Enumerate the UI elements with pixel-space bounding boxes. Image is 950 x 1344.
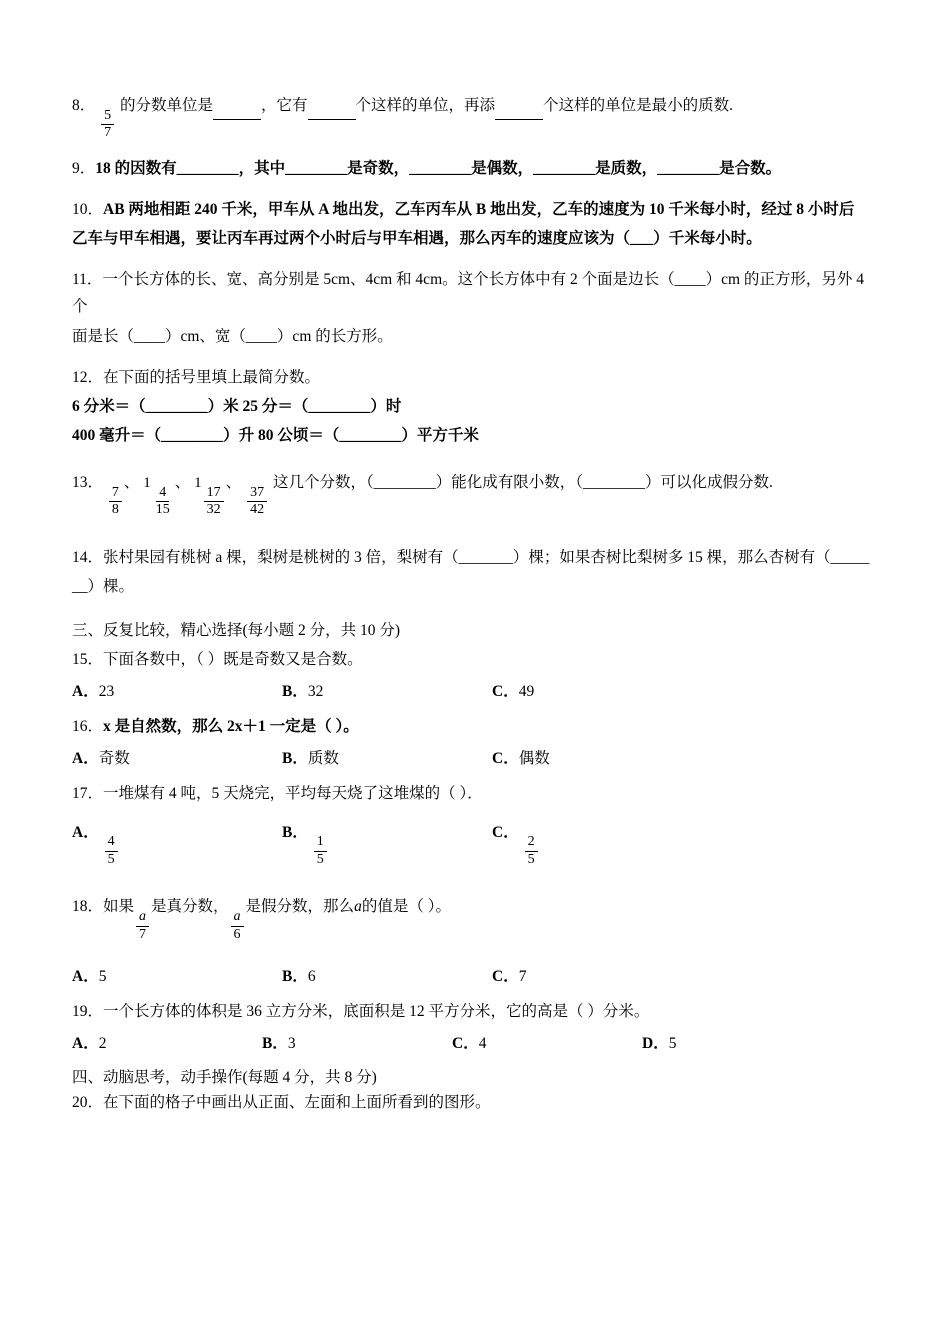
question-12-line-2: 6 分米＝（________）米 25 分＝（________）时 (72, 397, 402, 415)
fraction-denominator: 8 (111, 502, 119, 518)
fraction-numerator: a (136, 910, 149, 927)
fraction-numerator: 4 (105, 835, 118, 852)
question-18 (72, 893, 878, 942)
question-15-stem: 下面各数中，（ ）既是奇数又是合数。 (103, 651, 363, 669)
option-c[interactable] (492, 964, 702, 986)
fraction-5-7 (101, 109, 114, 141)
option-label: B． (262, 1035, 288, 1053)
blank-2 (308, 92, 356, 120)
question-10-line-1: AB 两地相距 240 千米，甲车从 A 地出发，乙车丙车从 B 地出发，乙车的速度为 10 千米每小时，经过 8 小时后 (103, 201, 855, 219)
question-8 (72, 92, 878, 141)
option-label: B． (282, 750, 308, 768)
variable-a: a (354, 898, 362, 916)
exam-content (72, 92, 878, 1131)
question-11-line-2: 面是长（____）cm、宽（____）cm 的长方形。 (72, 327, 393, 345)
fraction-numerator: 1 (314, 835, 327, 852)
option-value: 偶数 (518, 750, 550, 768)
question-19-options (72, 1031, 878, 1053)
fraction-numerator: a (231, 910, 244, 927)
option-value: 5 (668, 1035, 677, 1053)
option-label: C． (492, 823, 519, 841)
option-label: A． (72, 750, 99, 768)
fraction-denominator: 42 (250, 502, 265, 518)
fraction-denominator: 7 (139, 926, 147, 942)
option-value: 质数 (307, 750, 339, 768)
fraction-numerator: 7 (109, 486, 122, 503)
fraction-denominator: 5 (107, 851, 115, 867)
q13-fraction-1 (107, 474, 143, 518)
question-17-number: 17． (72, 785, 104, 803)
option-value: 奇数 (98, 750, 130, 768)
fraction-denominator: 5 (527, 851, 535, 867)
option-label: C． (452, 1035, 479, 1053)
option-value: 3 (287, 1035, 296, 1053)
question-17 (72, 780, 878, 807)
question-13-tail: 这几个分数，（________）能化成有限小数，（________）可以化成假分数. (272, 474, 773, 492)
question-18-text-4: 的值是（ ）。 (361, 898, 451, 916)
question-14-line-1: 张村果园有桃树 a 棵，梨树是桃树的 3 倍，梨树有（_______）棵；如果杏树比梨树多 15 棵，那么杏树有（_____ (103, 548, 870, 566)
option-a[interactable] (72, 679, 282, 701)
question-11-line-1: 一个长方体的长、宽、高分别是 5cm、4cm 和 4cm。这个长方体中有 2 个面是边长（____）cm 的正方形，另外 4 个 (72, 271, 865, 316)
q13-fraction-2 (143, 474, 194, 518)
option-b[interactable] (262, 1031, 452, 1053)
fraction-denominator: 5 (316, 851, 324, 867)
question-16-stem: x 是自然数，那么 2x＋1 一定是（ ）。 (103, 718, 359, 736)
option-fraction (525, 835, 538, 867)
question-8-text-4: 个这样的单位是最小的质数. (543, 97, 733, 114)
blank-1 (213, 92, 261, 120)
option-fraction (314, 835, 327, 867)
question-18-options (72, 964, 878, 986)
option-a[interactable] (72, 820, 282, 868)
question-13-number: 13． (72, 474, 104, 492)
q13-fraction-3 (194, 474, 245, 518)
question-9-text: 18 的因数有________，其中________是奇数，________是偶数，________是质数，________是合数。 (95, 159, 782, 177)
question-18-text-2: 是真分数， (151, 898, 229, 916)
question-10 (72, 196, 878, 252)
option-label: D． (642, 1035, 669, 1053)
question-10-line-2: 乙车与甲车相遇，要让丙车再过两个小时后与甲车相遇，那么丙车的速度应该为（___）千米每小时。 (72, 230, 762, 248)
separator: 、 (123, 474, 140, 492)
question-8-text-2: ，它有 (261, 97, 308, 114)
question-12-line-3: 400 毫升＝（________）升 80 公顷＝（________）平方千米 (72, 426, 479, 444)
fraction-a-6 (231, 910, 244, 942)
option-b[interactable] (282, 820, 492, 868)
option-value: 49 (518, 683, 535, 701)
question-12-line-1: 在下面的括号里填上最简分数。 (103, 368, 321, 386)
question-12-number: 12． (72, 368, 104, 386)
option-b[interactable] (282, 679, 492, 701)
fraction-numerator: 2 (525, 835, 538, 852)
question-17-stem: 一堆煤有 4 吨，5 天烧完，平均每天烧了这堆煤的（ ）． (103, 785, 483, 803)
question-8-text-1: 的分数单位是 (120, 97, 214, 114)
option-value: 2 (98, 1035, 107, 1053)
question-19-stem: 一个长方体的体积是 36 立方分米，底面积是 12 平方分米，它的高是（ ）分米。 (103, 1003, 650, 1021)
option-b[interactable] (282, 746, 492, 768)
question-8-number: 8． (72, 97, 96, 114)
question-14-line-2: __）棵。 (72, 578, 135, 596)
option-value: 6 (307, 968, 316, 986)
fraction-numerator: 4 (156, 486, 169, 503)
separator: 、 (225, 474, 242, 492)
fraction-denominator: 7 (104, 125, 112, 141)
option-fraction (105, 835, 118, 867)
section-3-heading: 三、反复比较，精心选择(每小题 2 分，共 10 分) (72, 622, 401, 640)
question-16-options (72, 746, 878, 768)
question-13 (72, 469, 878, 518)
mixed-whole: 1 (143, 475, 151, 492)
fraction-numerator: 5 (101, 109, 114, 126)
option-label: A． (72, 968, 99, 986)
question-19 (72, 998, 878, 1025)
question-19-number: 19． (72, 1003, 104, 1021)
option-c[interactable] (492, 820, 702, 868)
option-value: 4 (478, 1035, 487, 1053)
option-label: A． (72, 683, 99, 701)
option-value: 7 (518, 968, 527, 986)
separator: 、 (174, 474, 191, 492)
option-label: C． (492, 968, 519, 986)
option-c[interactable] (492, 679, 702, 701)
option-b[interactable] (282, 964, 492, 986)
question-14 (72, 544, 878, 600)
option-label: B． (282, 683, 308, 701)
fraction-denominator: 32 (206, 502, 221, 518)
question-20: 20．在下面的格子中画出从正面、左面和上面所看到的图形。 (72, 1094, 491, 1112)
question-18-text-1: 如果 (103, 898, 135, 916)
question-15-options (72, 679, 878, 701)
option-value: 32 (307, 683, 324, 701)
option-label: B． (282, 823, 308, 841)
question-15 (72, 646, 878, 673)
question-12 (72, 364, 878, 449)
option-a[interactable] (72, 964, 282, 986)
question-18-number: 18． (72, 898, 104, 916)
question-16 (72, 713, 878, 740)
option-label: A． (72, 1035, 99, 1053)
question-17-options (72, 820, 878, 868)
question-16-number: 16． (72, 718, 104, 736)
question-10-number: 10． (72, 201, 104, 219)
option-a[interactable] (72, 746, 282, 768)
option-c[interactable] (492, 746, 702, 768)
question-15-number: 15． (72, 651, 104, 669)
fraction-a-7 (136, 910, 149, 942)
option-label: C． (492, 750, 519, 768)
option-label: B． (282, 968, 308, 986)
section-4-heading: 四、动脑思考，动手操作(每题 4 分，共 8 分) (72, 1069, 377, 1087)
fraction-denominator: 15 (155, 502, 170, 518)
option-a[interactable] (72, 1031, 262, 1053)
option-label: C． (492, 683, 519, 701)
option-value: 5 (98, 968, 107, 986)
fraction-numerator: 17 (204, 486, 224, 503)
question-11 (72, 266, 878, 349)
option-c[interactable] (452, 1031, 642, 1053)
question-8-text-3: 个这样的单位，再添 (355, 97, 496, 114)
q13-fraction-4 (245, 474, 273, 518)
option-label: A． (72, 823, 99, 841)
fraction-denominator: 6 (233, 926, 241, 942)
fraction-numerator: 37 (247, 486, 267, 503)
question-9-number: 9． (72, 159, 96, 177)
question-18-text-3: 是假分数，那么 (245, 898, 355, 916)
question-9 (72, 155, 878, 182)
option-d[interactable] (642, 1031, 832, 1053)
question-11-number: 11． (72, 271, 103, 289)
option-value: 23 (98, 683, 115, 701)
mixed-whole: 1 (194, 475, 202, 492)
blank-3 (495, 92, 543, 120)
question-14-number: 14． (72, 548, 104, 566)
